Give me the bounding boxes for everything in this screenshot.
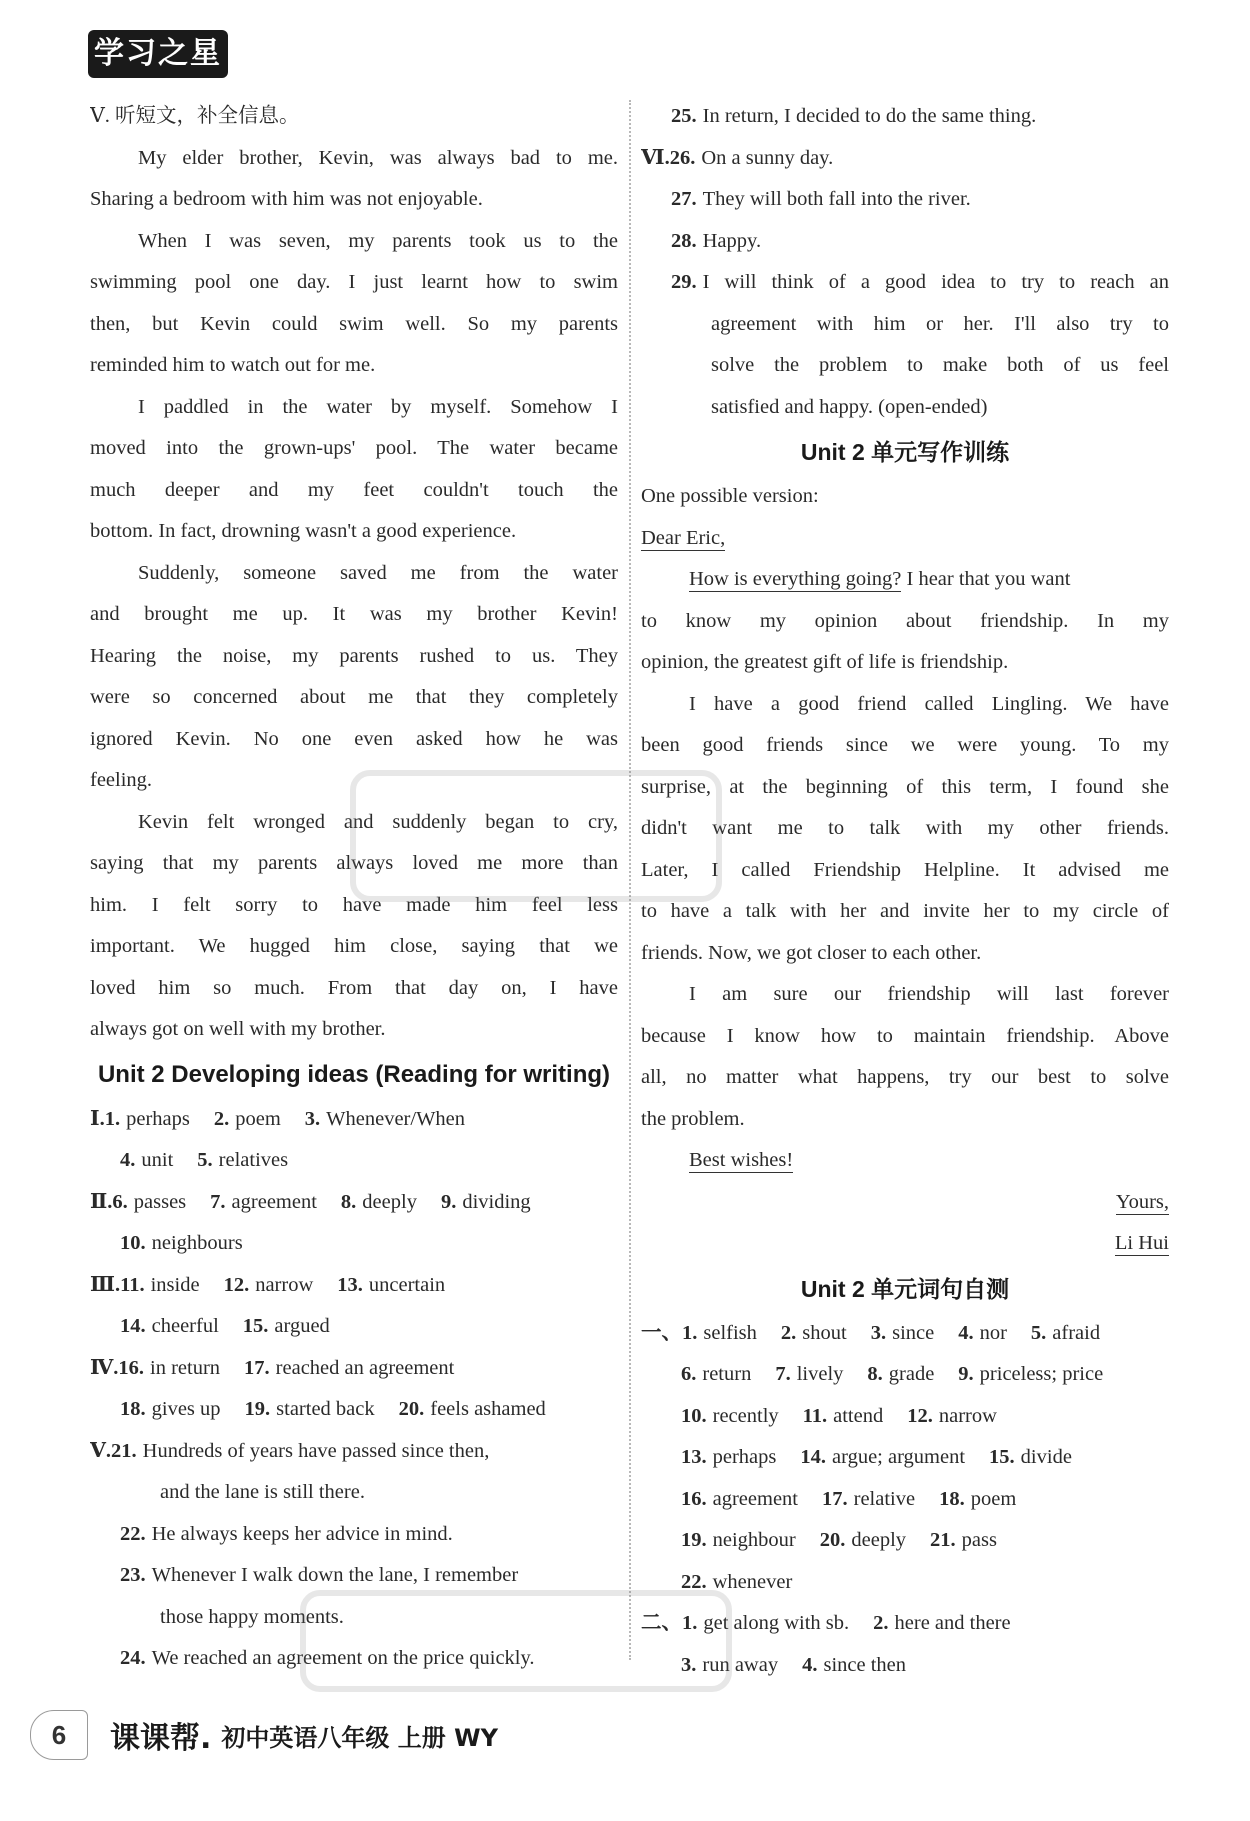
answer-row: [90, 1514, 618, 1556]
answer-text: since then: [823, 1653, 907, 1676]
answer-row: [641, 1479, 1169, 1521]
answer-row: [90, 1431, 618, 1473]
passage-line: then, but Kevin could swim well. So my parents: [90, 312, 618, 335]
passage-line: and brought me up. It was my brother Kevin!: [90, 603, 618, 625]
item-number: 4.: [120, 1149, 136, 1171]
item-number: 11.: [120, 1273, 145, 1296]
answer-row: [641, 1603, 1169, 1645]
part-number: Ⅰ.: [90, 1107, 105, 1130]
item-number: 19.: [244, 1398, 271, 1420]
answer-text: neighbour: [712, 1529, 796, 1551]
item-number: 3.: [681, 1653, 697, 1676]
passage-line: When I was seven, my parents took us to the: [138, 229, 618, 252]
answer-text: deeply: [362, 1190, 417, 1213]
answer-text: relatives: [218, 1149, 289, 1171]
answer-row: [90, 1555, 618, 1597]
answer-text: pass: [961, 1529, 997, 1551]
answer-row: [90, 1140, 618, 1182]
answer-text: Hundreds of years have passed since then,: [142, 1439, 490, 1462]
letter-line: [641, 559, 1169, 601]
answer-row: satisfied and happy. (open-ended): [711, 395, 988, 418]
passage-line: feeling.: [90, 769, 153, 791]
item-number: 4.: [802, 1653, 818, 1676]
item-number: 17.: [822, 1487, 848, 1510]
item-number: 7.: [210, 1190, 226, 1213]
answer-row: [641, 1354, 1169, 1396]
section-heading: Unit 2 单元词句自测: [800, 1275, 1010, 1302]
answer-text: narrow: [938, 1404, 997, 1427]
part-number: Ⅳ.: [90, 1356, 119, 1379]
item-number: 3.: [304, 1107, 321, 1130]
passage-line: loved him so much. From that day on, I have: [90, 976, 618, 999]
letter-line: I have a good friend called Lingling. We have: [689, 692, 1169, 715]
passage-line: important. We hugged him close, saying that we: [90, 935, 618, 957]
item-number: 3.: [870, 1321, 887, 1344]
answer-text: inside: [150, 1273, 200, 1296]
item-number: 10.: [120, 1232, 146, 1254]
answer-row: [641, 138, 1169, 180]
item-number: 1.: [104, 1107, 121, 1130]
exercise-answers: [90, 1099, 618, 1680]
item-number: 18.: [939, 1487, 965, 1510]
answer-text: Whenever I walk down the lane, I remember: [151, 1564, 519, 1586]
answer-text: narrow: [255, 1273, 314, 1296]
answer-text: perhaps: [126, 1107, 190, 1130]
item-number: 25.: [671, 105, 697, 127]
item-number: 22.: [681, 1570, 707, 1593]
item-number: 11.: [802, 1404, 828, 1427]
part-number: Ⅵ.: [641, 146, 670, 169]
answer-row: agreement with him or her. I'll also try to: [711, 312, 1169, 335]
answer-row: solve the problem to make both of us feel: [711, 354, 1169, 376]
letter-line: Later, I called Friendship Helpline. It advised me: [641, 858, 1169, 881]
item-number: 2.: [213, 1107, 230, 1130]
answer-text: afraid: [1052, 1321, 1101, 1344]
answer-text: shout: [802, 1321, 847, 1344]
passage-line: always got on well with my brother.: [90, 1018, 386, 1040]
item-number: 15.: [242, 1315, 269, 1337]
letter-line: didn't want me to talk with my other friends.: [641, 817, 1169, 839]
answer-text: get along with sb.: [703, 1612, 850, 1634]
answer-text: argued: [274, 1315, 330, 1337]
passage-line: bottom. In fact, drowning wasn't a good experience.: [90, 520, 517, 542]
answer-row: [641, 1437, 1169, 1479]
answer-text: lively: [796, 1363, 844, 1385]
letter-line: surprise, at the beginning of this term, I found she: [641, 775, 1169, 798]
answer-text: run away: [702, 1653, 779, 1676]
answer-text: gives up: [151, 1398, 221, 1420]
answer-text: In return, I decided to do the same thing.: [702, 105, 1037, 127]
listening-passage: [90, 138, 618, 1051]
answer-text: relative: [853, 1487, 916, 1510]
letter-line: to have a talk with her and invite her to my circle of: [641, 900, 1169, 922]
answer-row: [90, 1223, 618, 1265]
answer-text: cheerful: [151, 1315, 219, 1337]
answer-text: perhaps: [712, 1446, 777, 1468]
item-number: 18.: [120, 1398, 146, 1420]
item-number: 29.: [671, 271, 697, 293]
item-number: 15.: [989, 1446, 1015, 1468]
answer-row: [641, 179, 1169, 221]
sample-letter: [641, 476, 1169, 1265]
letter-line: [641, 1140, 1169, 1182]
item-number: 13.: [681, 1446, 707, 1468]
item-number: 26.: [669, 146, 696, 169]
section-title: Ⅴ. 听短文，补全信息。: [90, 105, 300, 127]
answer-text: nor: [979, 1321, 1007, 1344]
answer-row: [641, 96, 1169, 138]
passage-line: ignored Kevin. No one even asked how he was: [90, 727, 618, 750]
letter-greeting: Dear Eric,: [641, 526, 726, 549]
footer-brand: 课课帮.: [110, 1721, 212, 1756]
passage-line: saying that my parents always loved me more than: [90, 852, 618, 874]
item-number: 7.: [775, 1363, 791, 1385]
page-footer: [30, 1705, 630, 1765]
item-number: 5.: [197, 1149, 213, 1171]
item-number: 6.: [681, 1363, 697, 1385]
answer-row: [641, 1520, 1169, 1562]
item-number: 5.: [1030, 1321, 1047, 1344]
passage-line: him. I felt sorry to have made him feel less: [90, 893, 618, 916]
brand-logo: 学习之星: [88, 30, 228, 78]
item-number: 6.: [112, 1190, 128, 1213]
answer-text: reached an agreement: [275, 1356, 455, 1379]
answer-row: [641, 1562, 1169, 1604]
letter-line: [641, 1223, 1169, 1265]
item-number: 13.: [337, 1273, 363, 1296]
answer-row: [90, 1638, 618, 1680]
item-number: 9.: [958, 1363, 974, 1385]
answer-text: grade: [888, 1363, 935, 1385]
letter-signature: Li Hui: [1114, 1232, 1169, 1254]
item-number: 12.: [223, 1273, 250, 1296]
item-number: 28.: [671, 229, 697, 252]
item-number: 16.: [681, 1487, 707, 1510]
answer-text: agreement: [231, 1190, 317, 1213]
passage-line: Sharing a bedroom with him was not enjoyable.: [90, 188, 483, 210]
item-number: 23.: [120, 1564, 146, 1586]
answer-text: feels ashamed: [430, 1398, 546, 1420]
item-number: 16.: [118, 1356, 145, 1379]
passage-line: much deeper and my feet couldn't touch the: [90, 478, 618, 501]
passage-line: moved into the grown-ups' pool. The water became: [90, 437, 618, 459]
passage-line: I paddled in the water by myself. Somehow I: [138, 395, 618, 418]
answer-text: deeply: [851, 1529, 907, 1551]
item-number: 22.: [120, 1522, 146, 1545]
right-column: [641, 96, 1169, 1686]
answer-text: selfish: [703, 1321, 757, 1344]
letter-line: the problem.: [641, 1107, 745, 1130]
answer-text: here and there: [894, 1612, 1011, 1634]
answer-row: [90, 1597, 618, 1639]
item-number: 20.: [398, 1398, 425, 1420]
item-number: 9.: [440, 1190, 457, 1213]
answer-text: neighbours: [151, 1232, 243, 1254]
item-number: 1.: [682, 1321, 698, 1344]
answer-row: [90, 1099, 618, 1141]
passage-line: swimming pool one day. I just learnt how to swim: [90, 271, 618, 293]
letter-line: [641, 518, 1169, 560]
answer-text: I will think of a good idea to try to reach an: [702, 271, 1169, 293]
letter-line: because I know how to maintain friendship. Above: [641, 1024, 1169, 1047]
item-number: 1.: [682, 1612, 698, 1634]
answer-row: [90, 1306, 618, 1348]
part-number: 二、: [641, 1612, 682, 1634]
answer-row: [641, 1313, 1169, 1355]
item-number: 4.: [958, 1321, 974, 1344]
section-heading: Unit 2 Developing ideas (Reading for writing): [97, 1060, 611, 1088]
item-number: 24.: [120, 1647, 146, 1669]
answer-text: divide: [1020, 1446, 1072, 1468]
answer-row: [90, 1472, 618, 1514]
answer-text: Whenever/When: [326, 1107, 466, 1130]
column-divider: [629, 100, 631, 1660]
letter-line: opinion, the greatest gift of life is friendship.: [641, 651, 1009, 673]
item-number: 14.: [800, 1446, 827, 1468]
letter-line: been good friends since we were young. To my: [641, 734, 1169, 756]
answer-text: unit: [141, 1149, 174, 1171]
answer-row: [641, 221, 1169, 263]
answer-text: priceless; price: [979, 1363, 1104, 1385]
item-number: 17.: [244, 1356, 270, 1379]
answer-row: [90, 1182, 618, 1224]
answer-text: and the lane is still there.: [160, 1481, 365, 1503]
letter-text: I hear that you want: [901, 568, 1071, 590]
passage-line: were so concerned about me that they completely: [90, 686, 618, 708]
answer-text: argue; argument: [832, 1446, 966, 1468]
letter-line: I am sure our friendship will last forever: [689, 983, 1169, 1005]
page-number: 6: [30, 1710, 88, 1760]
passage-line: Kevin felt wronged and suddenly began to cry,: [138, 810, 618, 833]
answer-text: dividing: [462, 1190, 531, 1213]
passage-line: My elder brother, Kevin, was always bad to me.: [138, 146, 618, 169]
item-number: 8.: [867, 1363, 883, 1385]
answer-text: whenever: [712, 1570, 793, 1593]
answer-row: [641, 262, 1169, 304]
answer-text: those happy moments.: [160, 1605, 344, 1628]
answer-text: poem: [235, 1107, 281, 1130]
answer-text: in return: [150, 1356, 221, 1379]
item-number: 10.: [681, 1404, 707, 1427]
answer-text: On a sunny day.: [701, 146, 834, 169]
item-number: 2.: [780, 1321, 797, 1344]
letter-line: One possible version:: [641, 485, 819, 507]
letter-closing: Best wishes!: [689, 1149, 794, 1171]
letter-line: friends. Now, we got closer to each other.: [641, 941, 982, 964]
letter-line: to know my opinion about friendship. In my: [641, 609, 1169, 632]
answer-text: started back: [276, 1398, 375, 1420]
letter-yours: Yours,: [1115, 1190, 1169, 1213]
left-column: [90, 96, 618, 1680]
answer-row: [641, 1645, 1169, 1687]
answer-text: We reached an agreement on the price quickly.: [151, 1647, 535, 1669]
letter-line: all, no matter what happens, try our best to solve: [641, 1066, 1169, 1088]
item-number: 2.: [873, 1612, 889, 1634]
passage-line: Suddenly, someone saved me from the water: [138, 561, 618, 584]
item-number: 19.: [681, 1529, 707, 1551]
letter-opener: How is everything going?: [689, 568, 902, 590]
answer-text: recently: [712, 1404, 779, 1427]
answer-text: He always keeps her advice in mind.: [151, 1522, 453, 1545]
item-number: 21.: [111, 1439, 137, 1462]
answer-text: agreement: [712, 1487, 798, 1510]
answer-text: since: [892, 1321, 935, 1344]
passage-line: Hearing the noise, my parents rushed to us. They: [90, 644, 618, 667]
answer-row: [90, 1348, 618, 1390]
answer-text: return: [702, 1363, 752, 1385]
item-number: 14.: [120, 1315, 146, 1337]
item-number: 20.: [819, 1529, 846, 1551]
part-number: Ⅲ.: [90, 1273, 121, 1296]
answer-text: attend: [833, 1404, 884, 1427]
section-heading: Unit 2 单元写作训练: [800, 439, 1010, 465]
footer-book-title: 初中英语八年级 上册 WY: [221, 1723, 498, 1752]
item-number: 27.: [671, 188, 697, 210]
part-number: Ⅱ.: [90, 1190, 113, 1213]
item-number: 21.: [930, 1529, 956, 1551]
item-number: 12.: [907, 1404, 933, 1427]
answer-text: poem: [970, 1487, 1017, 1510]
answer-text: They will both fall into the river.: [702, 188, 971, 210]
part-number: 一、: [641, 1321, 682, 1344]
answer-row: [90, 1265, 618, 1307]
answer-row: [641, 1396, 1169, 1438]
answer-row: [90, 1389, 618, 1431]
answer-text: Happy.: [702, 229, 762, 252]
item-number: 8.: [340, 1190, 357, 1213]
part-number: Ⅴ.: [90, 1439, 112, 1462]
letter-line: [641, 1182, 1169, 1224]
vocab-answers: [641, 1313, 1169, 1687]
passage-line: reminded him to watch out for me.: [90, 354, 376, 376]
answer-text: passes: [133, 1190, 187, 1213]
answer-text: uncertain: [368, 1273, 446, 1296]
